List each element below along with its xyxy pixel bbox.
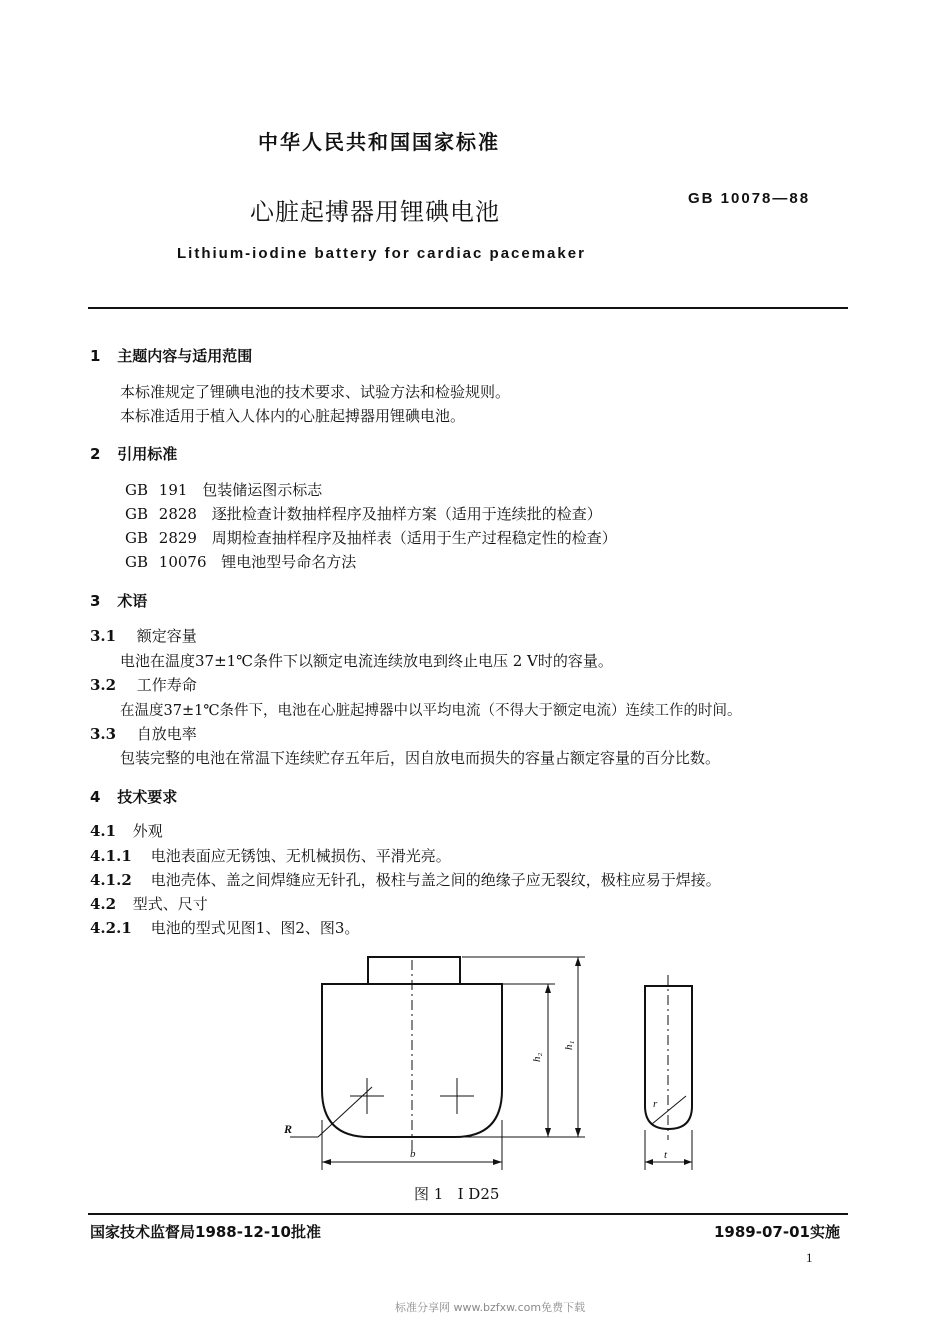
definition-text: 在温度37±1℃条件下，电池在心脏起搏器中以平均电流（不得大于额定电流）连续工作的时间。 xyxy=(120,703,742,719)
ref-number: 2828 xyxy=(158,505,197,523)
subsection-title: 外观 xyxy=(132,822,163,840)
section-title: 引用标准 xyxy=(117,445,178,463)
ref-prefix: GB xyxy=(125,505,149,523)
ref-title: 锂电池型号命名方法 xyxy=(221,553,357,571)
label-b: b xyxy=(410,1148,416,1160)
ref-number: 191 xyxy=(158,481,188,499)
definition-text: 包装完整的电池在常温下连续贮存五年后，因自放电而损失的容量占额定容量的百分比数。 xyxy=(120,749,721,767)
ref-title: 周期检查抽样程序及抽样表（适用于生产过程稳定性的检查） xyxy=(211,529,617,547)
label-r: r xyxy=(653,1098,658,1110)
section-number: 4 xyxy=(90,788,101,806)
subsection-title: 自放电率 xyxy=(136,725,197,743)
ref-prefix: GB xyxy=(125,529,149,547)
watermark-text: 标准分享网 www.bzfxw.com免费下载 xyxy=(395,1301,586,1314)
clause-number: 4.1.1 xyxy=(90,847,132,865)
clause-number: 4.2.1 xyxy=(90,919,132,937)
arrowhead xyxy=(493,1159,502,1165)
subsection-number: 4.2 xyxy=(90,895,117,913)
document-title-cn: 心脏起搏器用锂碘电池 xyxy=(250,198,500,226)
section-title: 主题内容与适用范围 xyxy=(117,347,253,365)
paragraph: 本标准适用于植入人体内的心脏起搏器用锂碘电池。 xyxy=(120,407,466,425)
ref-prefix: GB xyxy=(125,553,149,571)
section-title: 技术要求 xyxy=(117,788,178,806)
label-h2: h₂ xyxy=(531,1052,543,1062)
page-number: 1 xyxy=(806,1250,813,1265)
subsection-number: 4.1 xyxy=(90,822,117,840)
definition-text: 电池在温度37±1℃条件下以额定电流连续放电到终止电压 2 V时的容量。 xyxy=(120,652,613,670)
ref-number: 10076 xyxy=(158,553,207,571)
arrowhead xyxy=(684,1159,692,1165)
footer-rule xyxy=(88,1213,848,1215)
subsection-title: 型式、尺寸 xyxy=(132,895,208,913)
battery-terminal xyxy=(368,957,460,984)
ref-number: 2829 xyxy=(158,529,197,547)
section-number: 1 xyxy=(90,347,101,365)
label-t: t xyxy=(664,1149,668,1161)
subsection-title: 额定容量 xyxy=(136,627,197,645)
ref-title: 逐批检查计数抽样程序及抽样方案（适用于连续批的检查） xyxy=(211,505,602,523)
subsection-number: 3.1 xyxy=(90,627,117,645)
clause-text: 电池表面应无锈蚀、无机械损伤、平滑光亮。 xyxy=(150,847,451,865)
arrowhead xyxy=(545,984,551,993)
standard-code: GB 10078—88 xyxy=(688,190,811,207)
section-title: 术语 xyxy=(117,592,148,610)
subsection-number: 3.2 xyxy=(90,676,117,694)
section-number: 2 xyxy=(90,445,101,463)
section-number: 3 xyxy=(90,592,101,610)
ref-title: 包装储运图示标志 xyxy=(202,481,323,499)
national-standard-heading: 中华人民共和国国家标准 xyxy=(258,130,500,154)
clause-text: 电池壳体、盖之间焊缝应无针孔，极柱与盖之间的绝缘子应无裂纹，极柱应易于焊接。 xyxy=(150,871,721,889)
arrowhead xyxy=(322,1159,331,1165)
ref-prefix: GB xyxy=(125,481,149,499)
document-title-en: Lithium-iodine battery for cardiac pacemaker xyxy=(177,245,586,262)
subsection-number: 3.3 xyxy=(90,725,117,743)
clause-text: 电池的型式见图1、图2、图3。 xyxy=(150,919,360,937)
effective-date: 1989-07-01实施 xyxy=(714,1223,840,1241)
clause-number: 4.1.2 xyxy=(90,871,132,889)
arrowhead xyxy=(575,1128,581,1137)
arrowhead xyxy=(545,1128,551,1137)
subsection-title: 工作寿命 xyxy=(136,676,197,694)
paragraph: 本标准规定了锂碘电池的技术要求、试验方法和检验规则。 xyxy=(120,383,511,401)
label-R: R xyxy=(284,1122,293,1136)
label-h1: h₁ xyxy=(563,1040,575,1050)
arrowhead xyxy=(645,1159,653,1165)
approval-note: 国家技术监督局1988-12-10批准 xyxy=(90,1223,321,1241)
arrowhead xyxy=(575,957,581,966)
figure-caption: 图 1 I D25 xyxy=(414,1185,500,1203)
